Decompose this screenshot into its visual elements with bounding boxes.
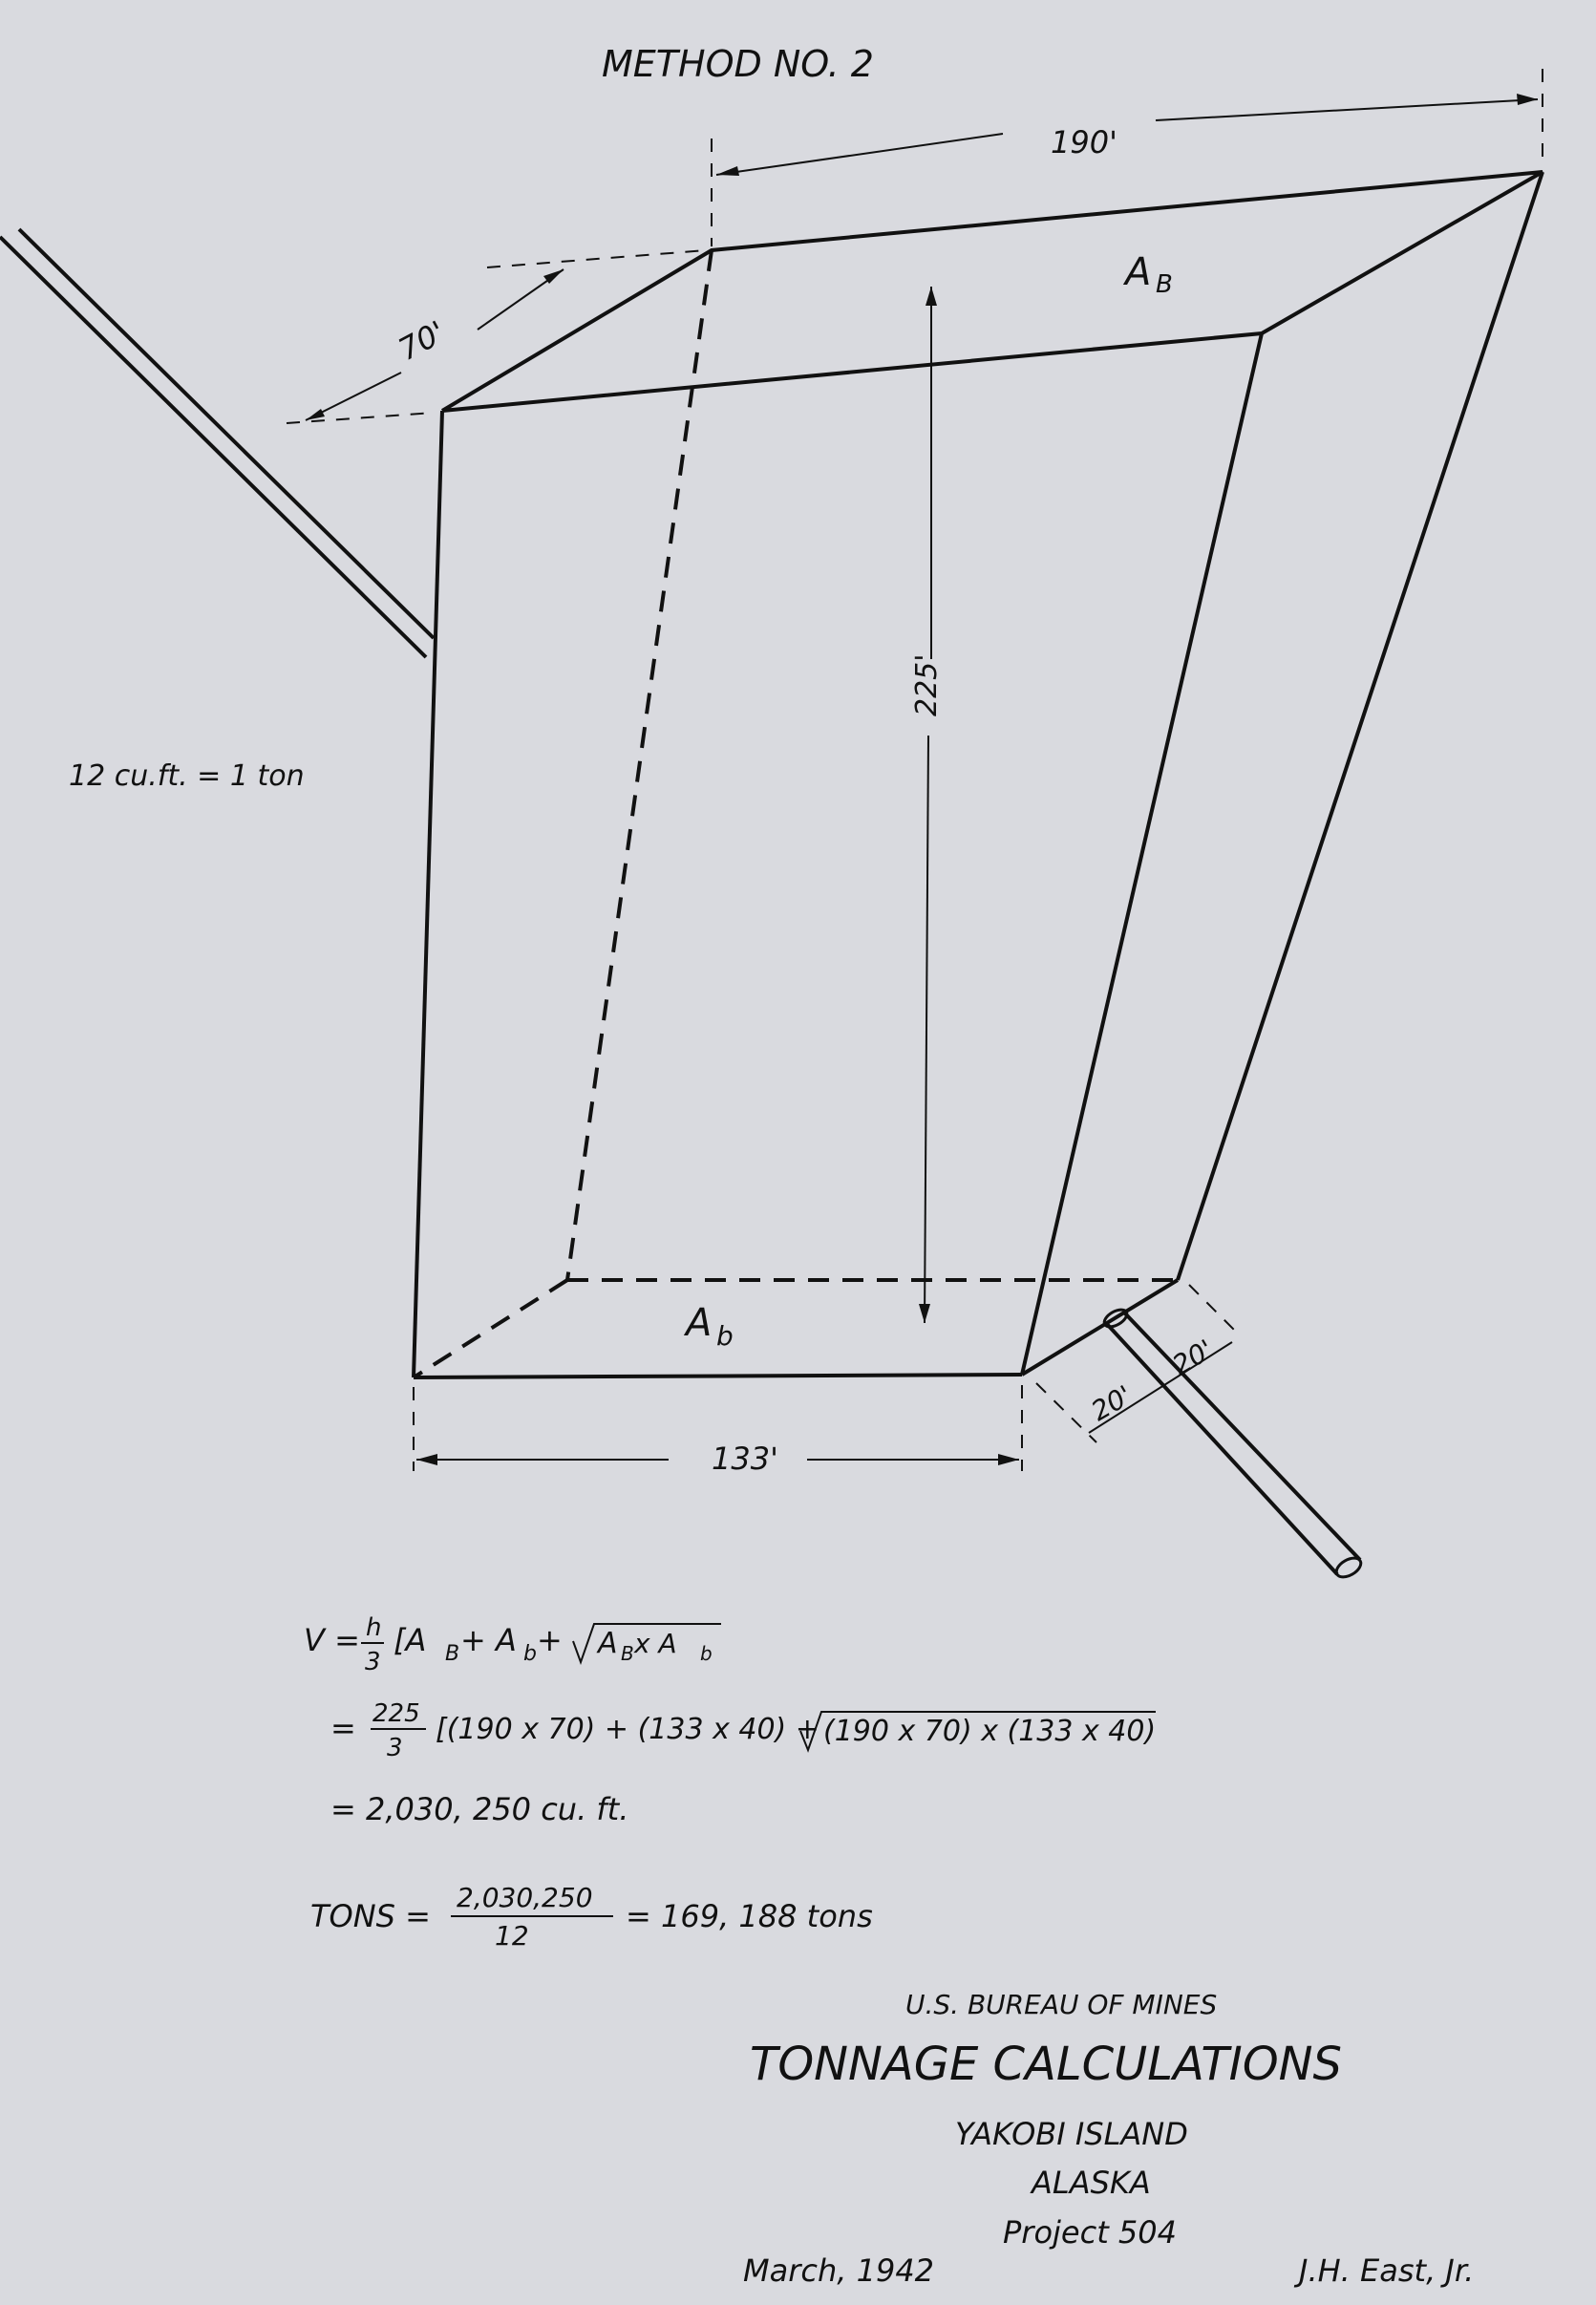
dim-20b-label: 20'	[1167, 1333, 1220, 1382]
area-top-label	[1122, 250, 1173, 299]
formula-substitution	[330, 1699, 1156, 1762]
diagram-title: METHOD NO. 2	[602, 43, 874, 85]
svg-text:3: 3	[365, 1648, 381, 1676]
block-hidden-edges	[414, 250, 1178, 1377]
dim-top-width	[287, 250, 707, 423]
drawing-title: TONNAGE CALCULATIONS	[750, 2038, 1342, 2091]
location-line2: ALASKA	[1032, 2165, 1151, 2201]
drawing-date: March, 1942	[743, 2252, 935, 2289]
dim-133-label: 133'	[712, 1441, 778, 1477]
svg-text:B: B	[445, 1642, 460, 1666]
dim-bottom-width	[1036, 1285, 1242, 1442]
dim-20a-label: 20'	[1086, 1378, 1138, 1428]
dim-225-label: 225'	[910, 653, 944, 716]
formula-tons	[310, 1882, 873, 1952]
title-block	[743, 1989, 1474, 2289]
area-bottom-label	[683, 1301, 734, 1352]
lower-pipe	[1101, 1306, 1364, 1580]
dim-bottom-length	[414, 1385, 1022, 1477]
dim-70-label: 70'	[392, 313, 452, 369]
svg-text:B: B	[621, 1642, 634, 1665]
agency-name: U.S. BUREAU OF MINES	[905, 1989, 1218, 2020]
svg-text:TONS =: TONS =	[310, 1898, 431, 1934]
svg-text:2,030,250: 2,030,250	[457, 1882, 593, 1913]
svg-text:A: A	[686, 1301, 713, 1345]
dim-height	[910, 287, 944, 1323]
dim-190-label: 190'	[1051, 124, 1117, 160]
svg-text:b: b	[700, 1642, 713, 1665]
svg-text:3: 3	[387, 1734, 403, 1762]
svg-text:12: 12	[495, 1920, 529, 1952]
svg-text:225: 225	[372, 1699, 420, 1728]
svg-text:+: +	[537, 1622, 563, 1658]
svg-text:x A: x A	[634, 1628, 677, 1659]
svg-text:=: =	[330, 1710, 356, 1746]
svg-text:A: A	[598, 1627, 618, 1660]
svg-text:[(190 x 70) + (133 x 40) +: [(190 x 70) + (133 x 40) +	[436, 1713, 819, 1746]
block-solid-edges	[414, 172, 1543, 1377]
dim-top-length	[712, 69, 1543, 246]
location-line1: YAKOBI ISLAND	[955, 2116, 1188, 2152]
svg-text:b: b	[523, 1642, 537, 1666]
formula-volume	[304, 1613, 721, 1676]
formula-result: = 2,030, 250 cu. ft.	[330, 1791, 629, 1827]
svg-text:[A: [A	[394, 1622, 427, 1658]
svg-text:B: B	[1156, 270, 1173, 299]
svg-text:b: b	[716, 1320, 734, 1352]
svg-text:V =: V =	[304, 1622, 360, 1658]
svg-text:A: A	[1125, 250, 1152, 294]
svg-text:(190 x 70) x (133 x 40): (190 x 70) x (133 x 40)	[823, 1715, 1157, 1748]
svg-text:= 169, 188 tons: = 169, 188 tons	[626, 1898, 873, 1934]
author-name: J.H. East, Jr.	[1299, 2252, 1475, 2289]
conversion-note: 12 cu.ft. = 1 ton	[69, 759, 305, 793]
project-number: Project 504	[1003, 2214, 1177, 2251]
svg-text:h: h	[366, 1613, 382, 1642]
svg-text:+ A: + A	[460, 1622, 517, 1658]
upper-pipe	[0, 229, 434, 657]
